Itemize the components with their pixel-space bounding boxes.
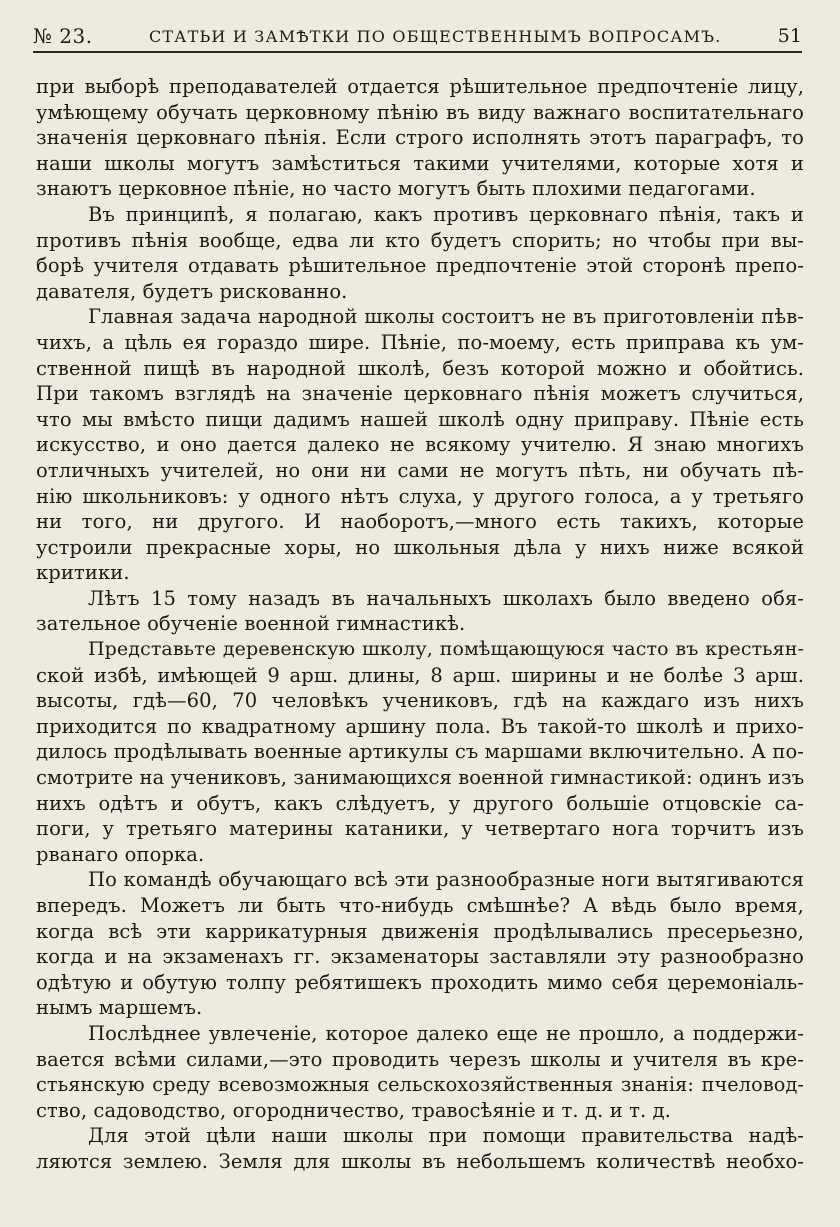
text-line: когда и на экзаменахъ гг. экзаменаторы заставляли эту разнообразно (36, 945, 804, 969)
running-header (33, 22, 802, 50)
text-line: давателя, будетъ рискованно. (36, 279, 348, 303)
text-line: Главная задача народной школы состоитъ не въ приготовленiи пѣв- (88, 305, 804, 329)
text-line: вается всѣми силами,—это проводить черезъ школы и учителя въ кре- (36, 1047, 804, 1071)
text-line: нымъ маршемъ. (36, 996, 203, 1020)
text-line: зательное обученiе военной гимнастикѣ. (36, 612, 466, 636)
text-line: рванаго опорка. (36, 842, 205, 866)
text-line: стьянскую среду всевозможныя сельскохозяйственныя знанiя: пчеловод- (36, 1073, 804, 1097)
text-line: противъ пѣнiя вообще, едва ли кто будетъ спорить; но чтобы при вы- (36, 228, 804, 252)
text-line: ни того, ни другого. И наоборотъ,—много есть такихъ, которые (36, 510, 804, 534)
text-line: Представьте деревенскую школу, помѣщающуюся часто въ крестьян- (88, 638, 804, 661)
text-line: Послѣднее увлеченiе, которое далеко еще не прошло, а поддержи- (88, 1021, 804, 1045)
text-line: отличныхъ учителей, но они ни сами не могутъ пѣть, ни обучать пѣ- (36, 458, 804, 482)
text-line: знаютъ церковное пѣнiе, но часто могутъ быть плохими педагогами. (36, 177, 756, 201)
page-number: 51 (777, 25, 802, 47)
text-line: впередъ. Можетъ ли быть что-нибудь смѣшнѣе? А вѣдь было время, (36, 894, 804, 917)
text-line: при выборѣ преподавателей отдается рѣшительное предпочтенiе лицу, (36, 75, 804, 98)
text-line: критики. (36, 561, 130, 585)
text-line: искусство, и оно дается далеко не всякому учителю. Я знаю многихъ (36, 433, 804, 457)
text-line: При такомъ взглядѣ на значенiе церковнаго пѣнiя можетъ случиться, (36, 382, 804, 406)
text-line: наши школы могутъ замѣститься такими учителями, которые хотя и (36, 151, 804, 175)
text-line: ственной пищѣ въ народной школѣ, безъ которой можно и обойтись. (36, 356, 804, 380)
section-title: СТАТЬИ И ЗАМѢТКИ ПО ОБЩЕСТВЕННЫМЪ ВОПРОСАМЪ. (148, 26, 722, 46)
text-line: высоты, гдѣ—60, 70 человѣкъ учениковъ, гдѣ на каждаго изъ нихъ (36, 689, 804, 713)
text-line: одѣтую и обутую толпу ребятишекъ проходить мимо себя церемонiаль- (36, 970, 804, 994)
text-line: чихъ, а цѣль ея гораздо шире. Пѣнiе, по-моему, есть приправа къ ум- (36, 330, 804, 354)
text-line: ство, садоводство, огородничество, травосѣянiе и т. д. и т. д. (36, 1098, 671, 1122)
text-line: нiю школьниковъ: у одного нѣтъ слуха, у другого голоса, а у третьяго (36, 484, 804, 508)
body-text (36, 74, 804, 1175)
text-line: борѣ учителя отдавать рѣшительное предпочтенiе этой сторонѣ препо- (36, 254, 804, 278)
text-line: значенiя церковнаго пѣнiя. Если строго исполнять этотъ параграфъ, то (36, 126, 804, 150)
text-line: Для этой цѣли наши школы при помощи правительства надѣ- (88, 1124, 804, 1148)
text-line: что мы вмѣсто пищи дадимъ нашей школѣ одну приправу. Пѣнiе есть (36, 407, 804, 431)
text-line: устроили прекрасные хоры, но школьныя дѣла у нихъ ниже всякой (36, 535, 804, 559)
text-line: нихъ одѣтъ и обутъ, какъ слѣдуетъ, у другого большiе отцовскiе са- (36, 791, 804, 815)
text-line: приходится по квадратному аршину пола. Въ такой-то школѣ и прихо- (36, 714, 804, 738)
header-rule (33, 51, 802, 53)
text-line: поги, у третьяго материны катаники, у четвертаго нога торчитъ изъ (36, 817, 804, 841)
text-line: умѣющему обучать церковному пѣнiю въ виду важнаго воспитательнаго (36, 100, 804, 124)
text-line: Въ принципѣ, я полагаю, какъ противъ церковнаго пѣнiя, такъ и (88, 202, 804, 226)
text-line: дилось продѣлывать военные артикулы съ маршами включительно. А по- (36, 740, 804, 764)
text-line: когда всѣ эти каррикатурныя движенiя продѣлывались пресерьезно, (36, 919, 804, 943)
text-line: По командѣ обучающаго всѣ эти разнообразные ноги вытягиваются (88, 868, 804, 892)
text-line: смотрите на учениковъ, занимающихся военной гимнастикой: одинъ изъ (36, 766, 804, 790)
text-line: ской избѣ, имѣющей 9 арш. длины, 8 арш. ширины и не болѣе 3 арш. (36, 663, 804, 687)
text-line: Лѣтъ 15 тому назадъ въ начальныхъ школахъ было введено обя- (88, 586, 804, 610)
text-line: ляются землею. Земля для школы въ небольшемъ количествѣ необхо- (36, 1149, 804, 1173)
issue-number: № 23. (33, 24, 93, 48)
